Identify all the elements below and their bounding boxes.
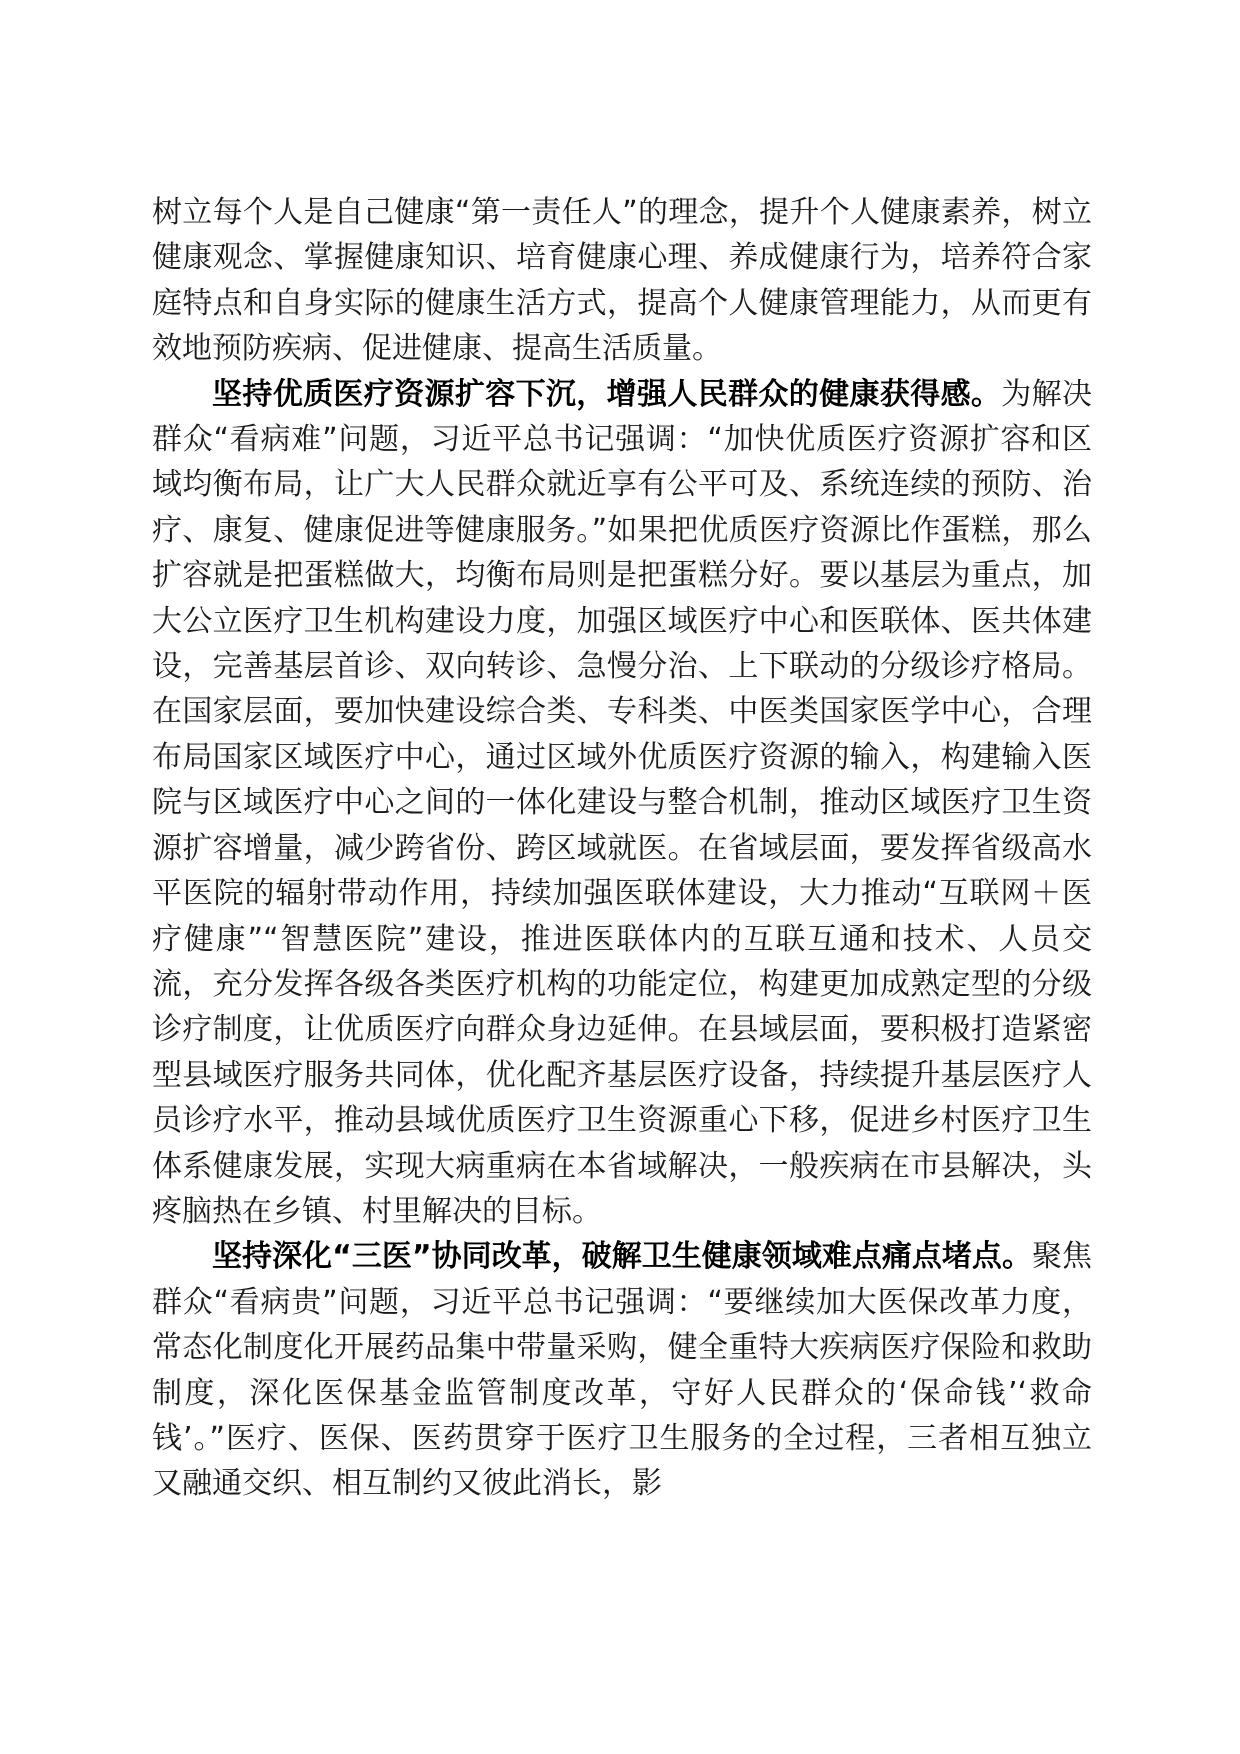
paragraph-3-text: 聚焦群众“看病贵”问题，习近平总书记强调：“要继续加大医保改革力度，常态化制度化开展药品集中带量采购，健全重特大疾病医疗保险和救助制度，深化医保基金监管制度改革，守好人民群众的‘保命钱’‘救命钱’。”医疗、医保、医药贯穿于医疗卫生服务的全过程，三者相互独立又融通交织、相互制约又彼此消长，影 xyxy=(152,1239,1093,1502)
document-page xyxy=(152,190,1092,1507)
paragraph-3-heading: 坚持深化“三医”协同改革，破解卫生健康领域难点痛点堵点。 xyxy=(212,1239,1032,1275)
paragraph-1-text: 树立每个人是自己健康“第一责任人”的理念，提升个人健康素养，树立健康观念、掌握健康知识、培育健康心理、养成健康行为，培养符合家庭特点和自身实际的健康生活方式，提高个人健康管理能力，从而更有效地预防疾病、促进健康、提高生活质量。 xyxy=(152,195,1092,367)
paragraph-2 xyxy=(152,372,1092,1235)
paragraph-3 xyxy=(152,1234,1092,1506)
paragraph-2-heading: 坚持优质医疗资源扩容下沉，增强人民群众的健康获得感。 xyxy=(212,376,1002,412)
paragraph-2-text: 为解决群众“看病难”问题，习近平总书记强调：“加快优质医疗资源扩容和区域均衡布局，让广大人民群众就近享有公平可及、系统连续的预防、治疗、康复、健康促进等健康服务。”如果把优质医疗资源比作蛋糕，那么扩容就是把蛋糕做大，均衡布局则是把蛋糕分好。要以基层为重点，加大公立医疗卫生机构建设力度，加强区域医疗中心和医联体、医共体建设，完善基层首诊、双向转诊、急慢分治、上下联动的分级诊疗格局。在国家层面，要加快建设综合类、专科类、中医类国家医学中心，合理布局国家区域医疗中心，通过区域外优质医疗资源的输入，构建输入医院与区域医疗中心之间的一体化建设与整合机制，推动区域医疗卫生资源扩容增量，减少跨省份、跨区域就医。在省域层面，要发挥省级高水平医院的辐射带动作用，持续加强医联体建设，大力推动“互联网＋医疗健康”“智慧医院”建设，推进医联体内的互联互通和技术、人员交流，充分发挥各级各类医疗机构的功能定位，构建更加成熟定型的分级诊疗制度，让优质医疗向群众身边延伸。在县域层面，要积极打造紧密型县域医疗服务共同体，优化配齐基层医疗设备，持续提升基层医疗人员诊疗水平，推动县域优质医疗卫生资源重心下移，促进乡村医疗卫生体系健康发展，实现大病重病在本省域解决，一般疾病在市县解决，头疼脑热在乡镇、村里解决的目标。 xyxy=(152,376,1093,1229)
paragraph-1 xyxy=(152,190,1092,372)
